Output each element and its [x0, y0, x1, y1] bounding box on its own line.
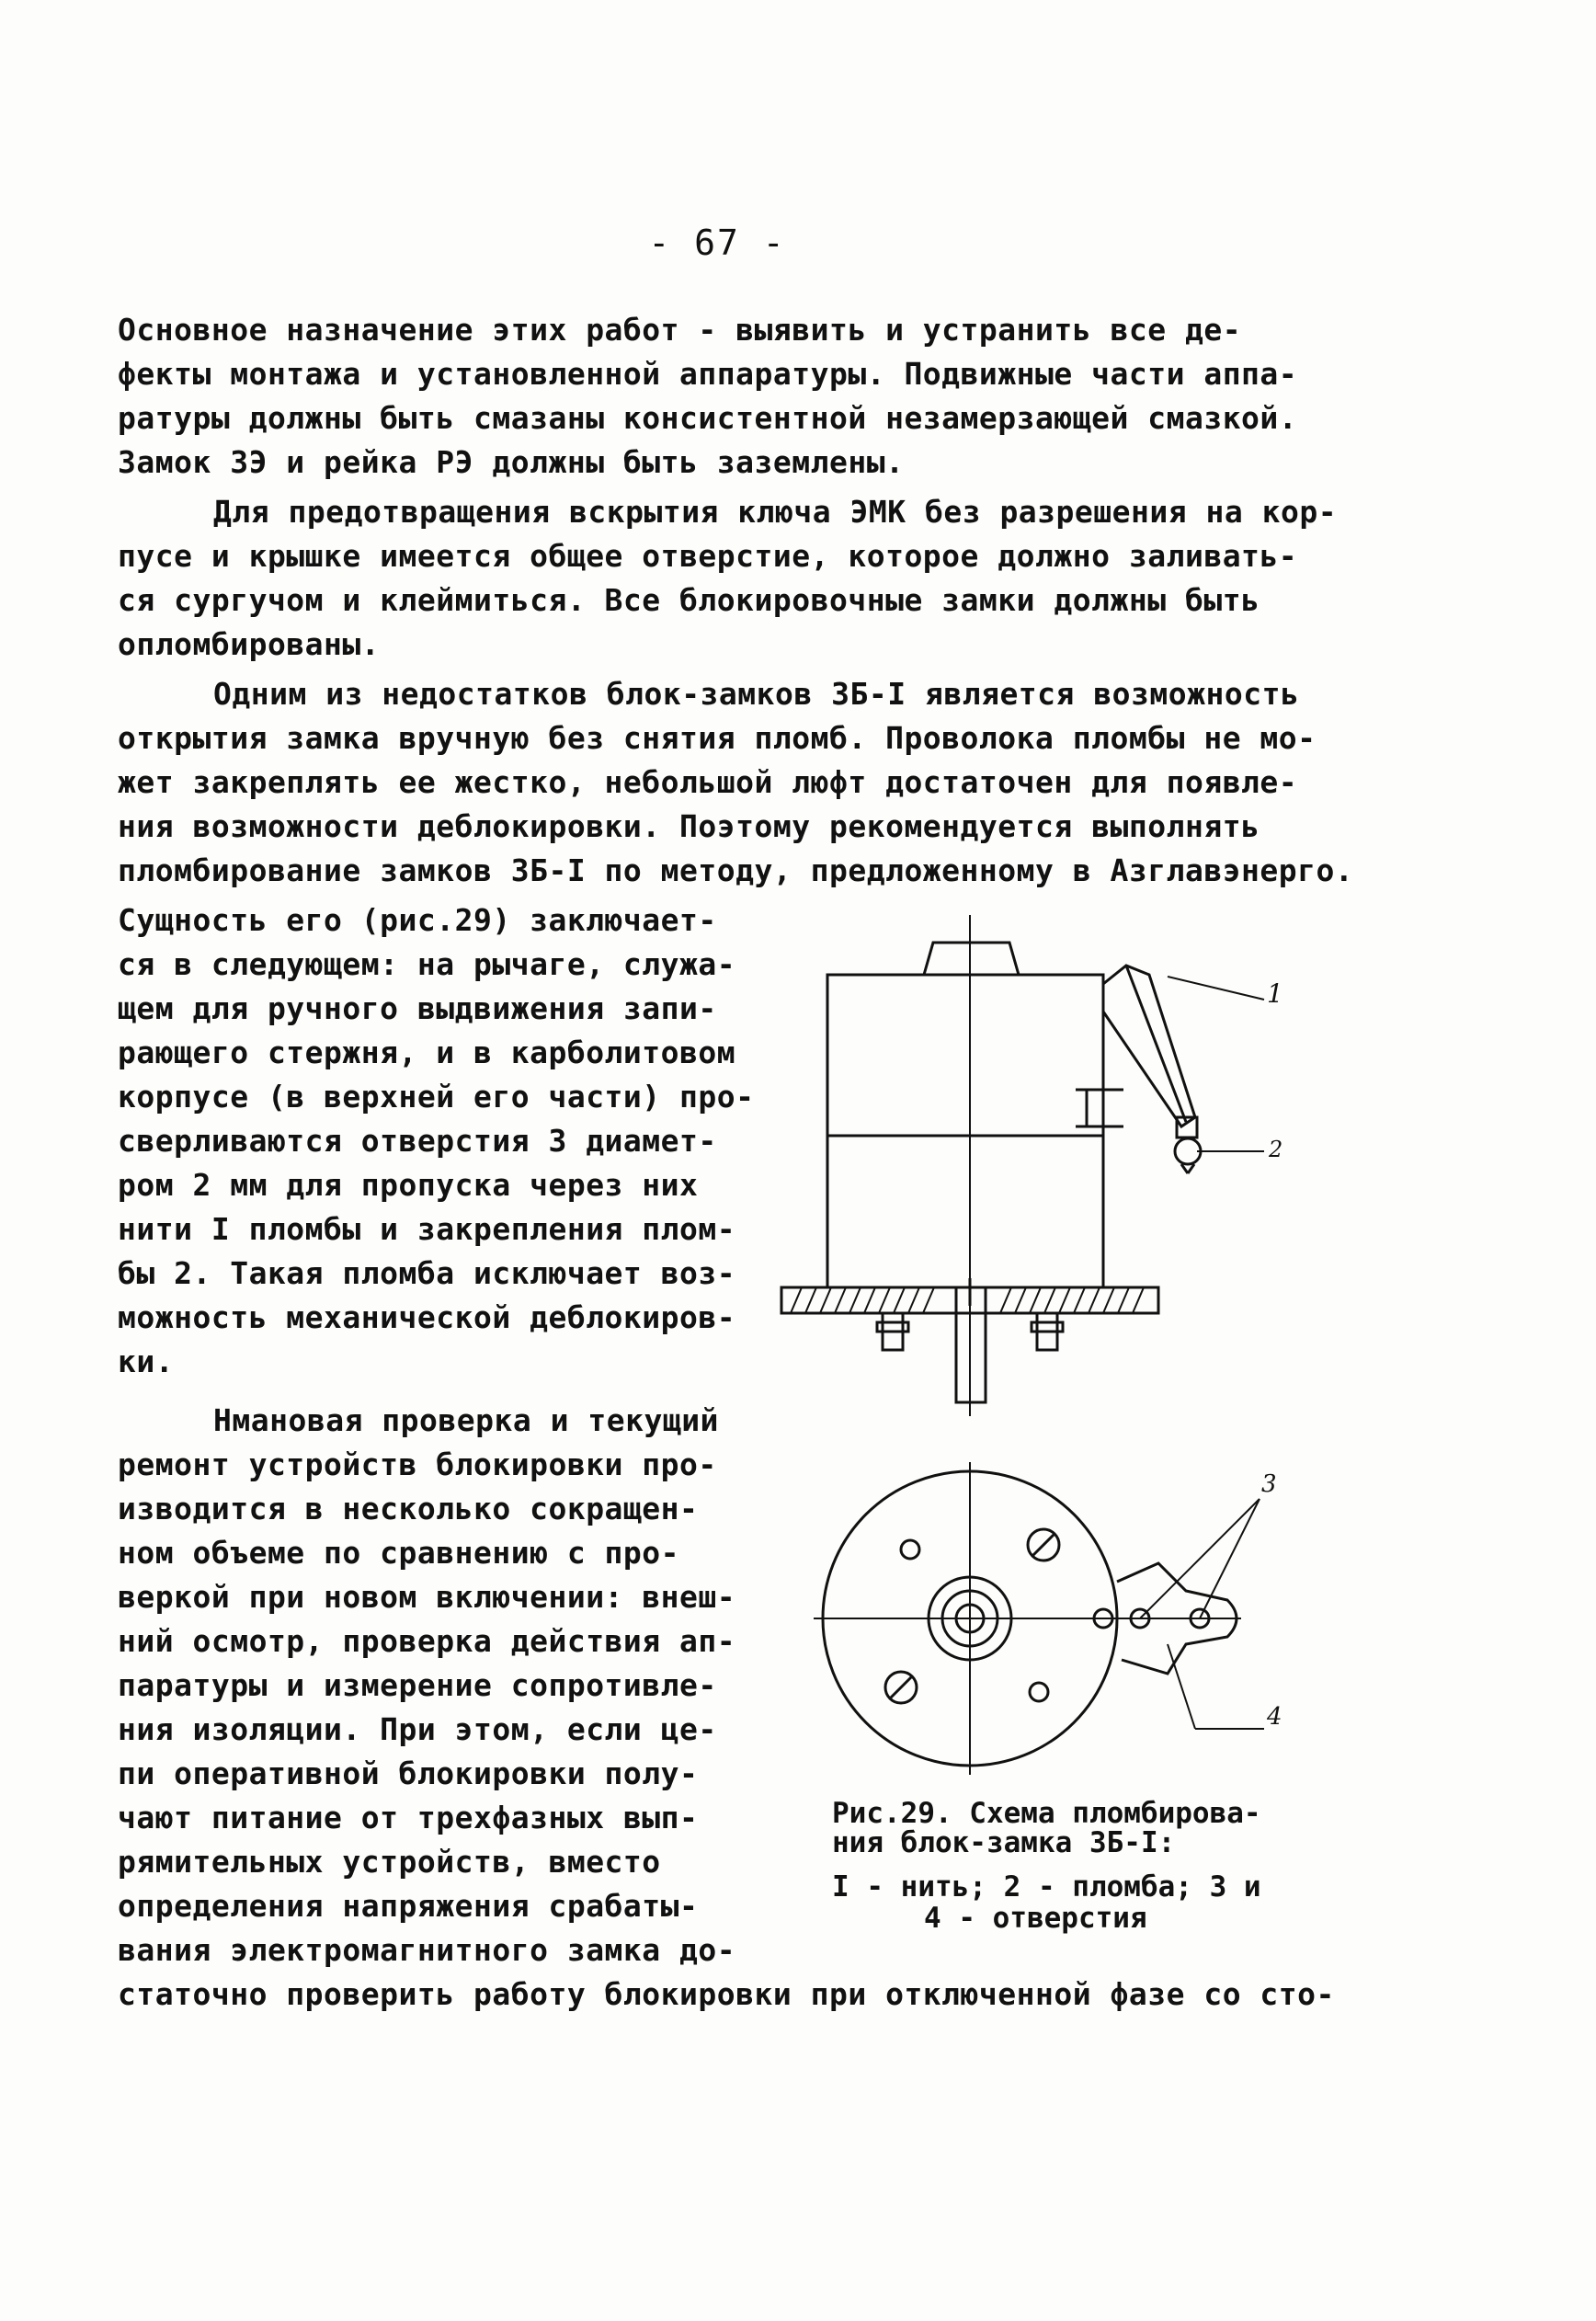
figure-caption-line: Рис.29. Схема пломбирова-	[832, 1797, 1261, 1830]
text-line: ром 2 мм для пропуска через них	[118, 1167, 699, 1203]
text-line: вания электромагнитного замка до-	[118, 1932, 736, 1968]
text-line: открытия замка вручную без снятия пломб. Проволока пломбы не мо-	[118, 720, 1317, 756]
text-line: веркой при новом включении: внеш-	[118, 1579, 736, 1615]
figure-caption-line: 4 - отверстия	[924, 1902, 1147, 1935]
text-line: бы 2. Такая пломба исключает воз-	[118, 1255, 736, 1291]
figure-caption-line: I - нить; 2 - пломба; 3 и	[832, 1870, 1261, 1904]
text-line: Сущность его (рис.29) заключает-	[118, 902, 717, 938]
text-line: ки.	[118, 1343, 175, 1379]
text-line: пи оперативной блокировки полу-	[118, 1755, 699, 1791]
text-line: Одним из недостатков блок-замков ЗБ-I является возможность	[213, 676, 1300, 712]
text-line: ремонт устройств блокировки про-	[118, 1446, 717, 1482]
text-line: пломбирование замков ЗБ-I по методу, предложенному в Азглавэнерго.	[118, 852, 1354, 888]
text-line: паратуры и измерение сопротивле-	[118, 1667, 717, 1703]
text-line: нити I пломбы и закрепления плом-	[118, 1211, 736, 1247]
lock-top-view-drawing	[809, 1444, 1324, 1793]
text-line: ся сургучом и клеймиться. Все блокировочные замки должны быть	[118, 582, 1260, 618]
text-line: рающего стержня, и в карболитовом	[118, 1035, 736, 1070]
text-line: сверливаются отверстия 3 диамет-	[118, 1123, 717, 1159]
text-line: ся в следующем: на рычаге, служа-	[118, 946, 736, 982]
text-line: изводится в несколько сокращен-	[118, 1491, 699, 1526]
figure-caption-line: ния блок-замка ЗБ-I:	[832, 1826, 1176, 1859]
text-line: опломбированы.	[118, 626, 381, 662]
lock-side-view-drawing	[763, 910, 1315, 1435]
text-line: Для предотвращения вскрытия ключа ЭМК без разрешения на кор-	[213, 494, 1338, 530]
page-number: - 67 -	[648, 223, 786, 263]
text-line: ний осмотр, проверка действия ап-	[118, 1623, 736, 1659]
text-line: ния возможности деблокировки. Поэтому рекомендуется выполнять	[118, 808, 1260, 844]
text-line: пусе и крышке имеется общее отверстие, которое должно заливать-	[118, 538, 1298, 574]
text-line: рямительных устройств, вместо	[118, 1844, 661, 1880]
figure-label-1: 1	[1267, 978, 1283, 1009]
text-line: чают питание от трехфазных вып-	[118, 1800, 699, 1835]
text-line: ном объеме по сравнению с про-	[118, 1535, 680, 1571]
text-line: ния изоляции. При этом, если це-	[118, 1711, 717, 1747]
text-line: Замок ЗЭ и рейка РЭ должны быть заземлены.	[118, 444, 905, 480]
text-line: корпусе (в верхней его части) про-	[118, 1079, 755, 1115]
text-line: можность механической деблокиров-	[118, 1299, 736, 1335]
figure-label-2: 2	[1269, 1137, 1283, 1162]
text-line: щем для ручного выдвижения запи-	[118, 990, 717, 1026]
text-line: жет закреплять ее жестко, небольшой люфт достаточен для появле-	[118, 764, 1298, 800]
text-line: статочно проверить работу блокировки при отключенной фазе со сто-	[118, 1976, 1335, 2012]
text-line: Основное назначение этих работ - выявить и устранить все де-	[118, 312, 1242, 348]
figure-label-3: 3	[1261, 1470, 1277, 1498]
text-line: Нмановая проверка и текущий	[213, 1402, 719, 1438]
figure-label-4: 4	[1267, 1703, 1282, 1731]
text-line: ратуры должны быть смазаны консистентной незамерзающей смазкой.	[118, 400, 1298, 436]
text-line: определения напряжения срабаты-	[118, 1888, 699, 1924]
text-line: фекты монтажа и установленной аппаратуры. Подвижные части аппа-	[118, 356, 1298, 392]
